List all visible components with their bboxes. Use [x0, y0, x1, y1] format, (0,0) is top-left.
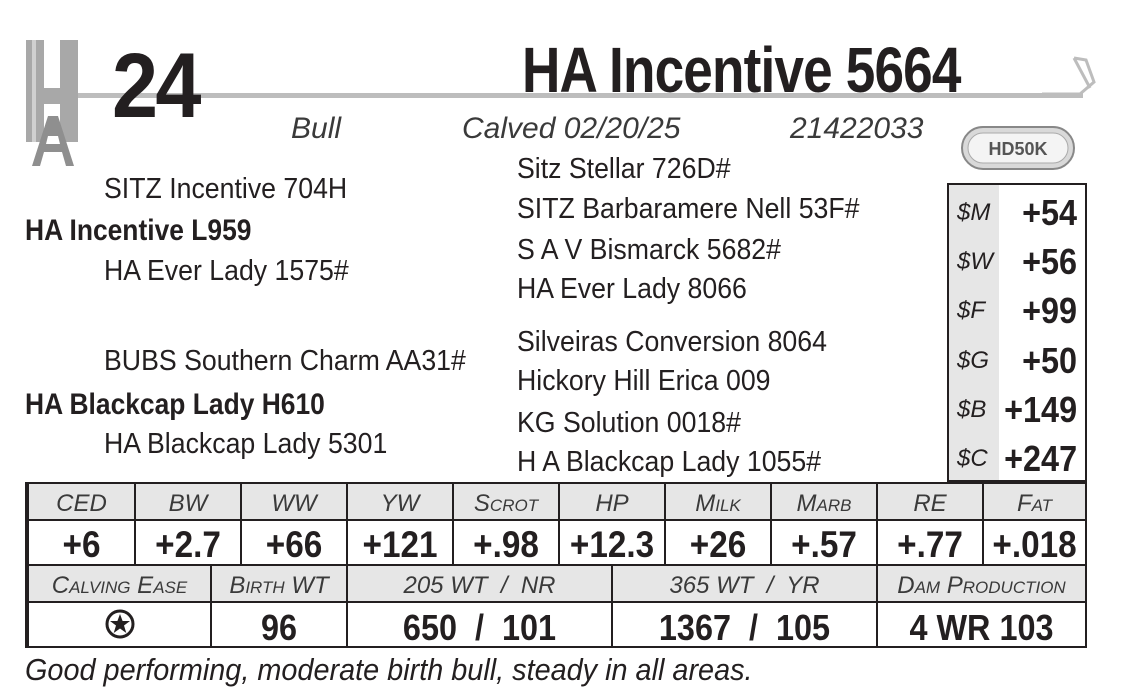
wt365-cell — [611, 566, 876, 646]
index-label: $C — [957, 445, 988, 472]
hd50k-badge — [960, 125, 1076, 171]
dam-sire: BUBS Southern Charm AA31# — [104, 345, 466, 377]
epd-value: +2.7 — [155, 524, 221, 565]
epd-cell — [240, 484, 346, 564]
epd-value: +.018 — [992, 524, 1077, 565]
wt205-value: 650 / 101 — [402, 607, 557, 648]
index-row — [949, 285, 1085, 335]
calving-ease-cell — [27, 566, 210, 646]
index-row — [949, 187, 1085, 237]
epd-label: YW — [380, 490, 420, 517]
epd-cell — [770, 484, 876, 564]
wt205-cell — [346, 566, 611, 646]
registration-number: 21422033 — [790, 112, 924, 145]
gen3-ancestor: Hickory Hill Erica 009 — [517, 365, 771, 397]
epd-label: Milk — [695, 490, 741, 517]
index-value: +54 — [1022, 192, 1077, 233]
index-value: +99 — [1022, 290, 1077, 331]
index-label: $W — [957, 248, 993, 275]
epd-cell — [664, 484, 770, 564]
epd-value: +121 — [362, 524, 438, 565]
dam-production-value: 4 WR 103 — [909, 607, 1054, 648]
star-circle-icon — [105, 609, 135, 639]
dam-dam: HA Blackcap Lady 5301 — [104, 428, 388, 460]
sire-sire: SITZ Incentive 704H — [104, 173, 348, 205]
epd-value: +26 — [689, 524, 747, 565]
dam-production-cell — [876, 566, 1085, 646]
epd-label: Marb — [796, 490, 852, 517]
index-row — [949, 384, 1085, 434]
gen3-ancestor: S A V Bismarck 5682# — [517, 234, 781, 266]
epd-label: HP — [595, 490, 629, 517]
index-row — [949, 433, 1085, 483]
birth-wt-value: 96 — [260, 607, 298, 648]
gen3-ancestor: HA Ever Lady 8066 — [517, 273, 747, 305]
animal-name: HA Incentive 5664 — [522, 34, 961, 106]
epd-cell — [346, 484, 452, 564]
epd-value: +12.3 — [569, 524, 655, 565]
rule-end-ornament — [1040, 54, 1100, 98]
gen3-ancestor: Sitz Stellar 726D# — [517, 153, 731, 185]
epd-cell — [982, 484, 1085, 564]
index-label: $M — [957, 199, 991, 226]
index-row — [949, 335, 1085, 385]
birth-wt-label: Birth WT — [229, 572, 329, 599]
ha-logo — [22, 38, 92, 168]
epd-cell — [27, 484, 134, 564]
epd-label: Fat — [1016, 490, 1053, 517]
index-label: $G — [957, 347, 990, 374]
epd-label: BW — [168, 490, 208, 517]
gen3-ancestor: SITZ Barbaramere Nell 53F# — [517, 193, 860, 225]
lot-number: 24 — [112, 35, 199, 137]
epd-value: +.77 — [897, 524, 963, 565]
wt365-label: 365 WT / YR — [669, 572, 820, 599]
sex-label: Bull — [291, 112, 342, 145]
calving-ease-label: Calving Ease — [51, 572, 188, 599]
index-row — [949, 236, 1085, 286]
calved-date: Calved 02/20/25 — [462, 112, 681, 145]
dollar-index-box — [947, 183, 1087, 482]
comment-text: Good performing, moderate birth bull, steady in all areas. — [25, 652, 753, 687]
sire: HA Incentive L959 — [25, 214, 252, 247]
index-value: +50 — [1022, 340, 1077, 381]
gen3-ancestor: KG Solution 0018# — [517, 407, 741, 439]
epd-label: CED — [56, 490, 107, 517]
performance-table — [25, 564, 1087, 648]
index-value: +247 — [1004, 438, 1077, 479]
epd-value: +66 — [265, 524, 323, 565]
index-value: +56 — [1022, 241, 1077, 282]
epd-value: +.98 — [473, 524, 539, 565]
epd-value: +6 — [62, 524, 101, 565]
index-label: $F — [957, 297, 986, 324]
epd-value: +.57 — [791, 524, 857, 565]
epd-table — [25, 482, 1087, 566]
gen3-ancestor: Silveiras Conversion 8064 — [517, 326, 827, 358]
wt205-label: 205 WT / NR — [403, 572, 556, 599]
index-label: $B — [957, 396, 987, 423]
dam: HA Blackcap Lady H610 — [25, 388, 325, 421]
epd-cell — [558, 484, 664, 564]
badge-text: HD50K — [988, 139, 1048, 159]
epd-label: RE — [913, 490, 947, 517]
epd-cell — [876, 484, 982, 564]
index-value: +149 — [1004, 389, 1077, 430]
epd-cell — [452, 484, 558, 564]
dam-production-label: Dam Production — [897, 572, 1066, 599]
gen3-ancestor: H A Blackcap Lady 1055# — [517, 446, 822, 478]
epd-cell — [134, 484, 240, 564]
sire-dam: HA Ever Lady 1575# — [104, 255, 349, 287]
birth-wt-cell — [210, 566, 346, 646]
epd-label: WW — [271, 490, 317, 517]
wt365-value: 1367 / 105 — [658, 607, 831, 648]
epd-label: Scrot — [473, 490, 539, 517]
